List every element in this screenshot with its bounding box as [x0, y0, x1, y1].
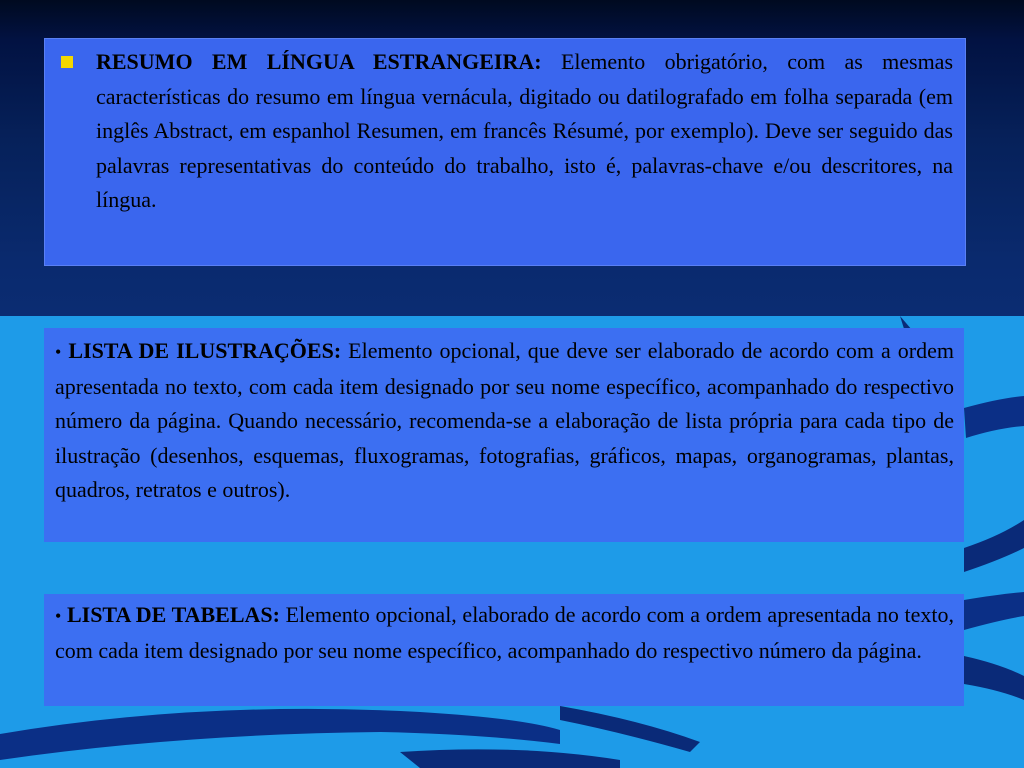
section-3-paragraph [55, 598, 954, 668]
section-lista-tabelas [44, 594, 964, 706]
section-3-heading: LISTA DE TABELAS: [66, 602, 280, 627]
section-3-body: Elemento opcional, elaborado de acordo com a ordem apresentada no texto, com cada item designado por seu nome específico, acompanhado do respectivo número da página. [55, 602, 955, 663]
section-3-bullet: • [55, 606, 62, 626]
section-2-heading: LISTA DE ILUSTRAÇÕES: [68, 338, 342, 363]
section-1-body: Elemento obrigatório, com as mesmas características do resumo em língua vernácula, digitado ou datilografado em folha separada (em inglês Abstract, em espanhol Resumen, em francês Résumé, por exemplo). Deve ser seguido das palavras representativas do conteúdo do trabalho, isto é, palavras-chave e/ou descritores, na língua. [96, 49, 954, 212]
square-bullet-icon [61, 56, 73, 68]
section-2-bullet: • [55, 342, 62, 362]
section-resumo-lingua-estrangeira [44, 38, 966, 266]
section-2-paragraph [55, 334, 954, 508]
section-1-paragraph [96, 45, 953, 218]
section-1-heading: RESUMO EM LÍNGUA ESTRANGEIRA: [96, 49, 542, 74]
section-2-body: Elemento opcional, que deve ser elaborado de acordo com a ordem apresentada no texto, com cada item designado por seu nome específico, acompanhado do respectivo número da página. Quando necessário, recomenda-se a elaboração de lista própria para cada tipo de ilustração (desenhos, esquemas, fluxogramas, fotografias, gráficos, mapas, organogramas, plantas, quadros, retratos e outros). [55, 338, 955, 502]
section-lista-ilustracoes [44, 328, 964, 542]
